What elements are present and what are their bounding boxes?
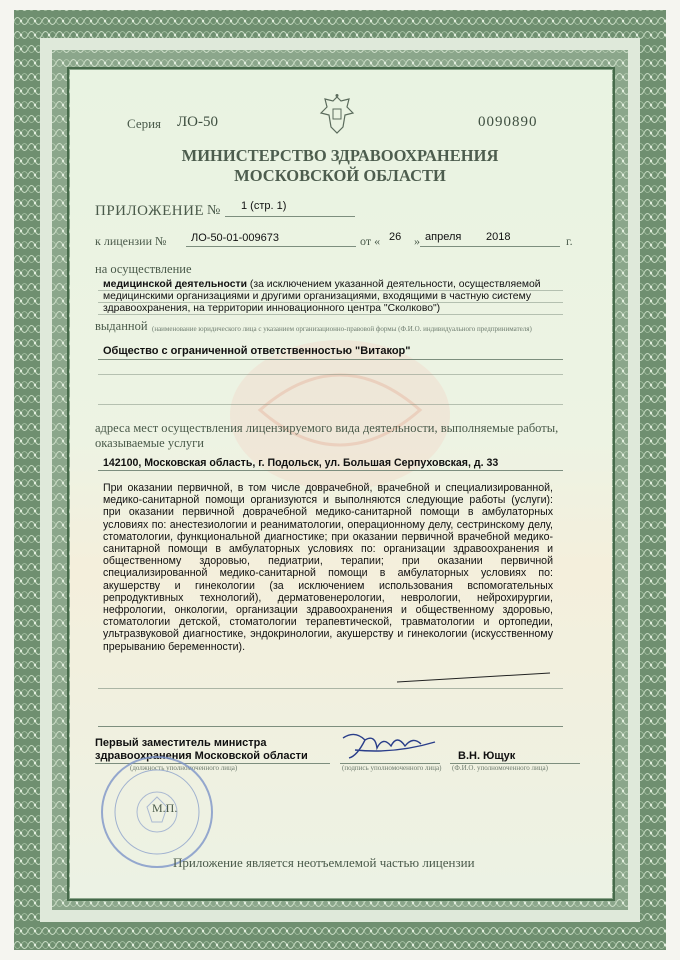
license-prefix: к лицензии № [95,234,167,248]
activity-bold: медицинской деятельности [103,279,247,290]
license-year: 2018 [486,231,511,243]
activity-line-2 [98,302,563,303]
address-label: адреса мест осуществления лицензируемого вида деятельности, выполняемые работы, оказываемые услуги [95,421,559,450]
services-text: При оказании первичной, в том числе доврачебной, врачебной и специализированной, медико-санитарной помощи организуются и выполняются следующие работы (услуги): при оказании первичной доврачебной медико-санитарной помощи в амбулаторных условиях по: анестезиологии и реаниматологии, операционному делу, сестринскому делу, стоматологии, функциональной диагностике; при оказании первичной врачебной медико-санитарной помощи в амбулаторных условиях по: организации здравоохранения и общественному здоровью, педиатрии, терапии; при оказании первичной специализированной медико-санитарной помощи в амбулаторных условиях по: акушерству и гинекологии (за исключением использования вспомогательных репродуктивных технологий), дерматовенерологии, неврологии, нейрохирургии, нефрологии, онкологии, организации здравоохранения и общественному здоровью, стоматологии детской, стоматологии терапевтической, травматологии и ортопедии, ультразвуковой диагностике, эндокринологии, акушерству и гинекологии (искусственному прерыванию беременности). [103,482,553,653]
license-year-suffix: г. [566,234,573,248]
appendix-value: 1 (стр. 1) [241,200,287,212]
coat-of-arms-icon [317,93,357,137]
series-value: ЛО-50 [177,114,219,130]
position-line1: Первый заместитель министра [95,737,267,749]
blank-line-2 [98,404,563,405]
activity-line-1 [98,290,563,291]
appendix-line [225,216,355,217]
handwritten-signature [335,728,445,768]
footer-note: Приложение является неотъемлемой частью лицензии [173,855,475,870]
address-value: 142100, Московская область, г. Подольск, ул. Большая Серпуховская, д. 33 [103,457,499,469]
issued-hint: (наименование юридического лица с указанием организационно-правовой формы (Ф.И.О. индивидуального предпринимателя) [152,325,532,333]
license-number: ЛО-50-01-009673 [191,232,279,244]
activity-text [103,279,563,316]
document-number: 0090890 [478,114,538,130]
address-line [98,470,563,471]
stamp-place: М.П. [152,801,178,815]
ministry-title-line2: МОСКОВСКОЙ ОБЛАСТИ [234,166,446,185]
license-from: от « [360,234,381,248]
license-date-line [420,246,560,247]
activity-rest: (за исключением указанной деятельности, осуществляемой медицинскими организациями и другими организациями, входящими в частную систему здравоохранения, на территории инновационного центра "Сколково") [103,279,541,315]
issued-value: Общество с ограниченной ответственностью "Витакор" [103,345,411,357]
issued-label: выданной [95,319,148,333]
signer-name: В.Н. Ющук [458,750,516,762]
ministry-title-line1: МИНИСТЕРСТВО ЗДРАВООХРАНЕНИЯ [181,146,499,165]
issued-line [98,359,563,360]
license-month: апреля [425,231,462,243]
series-label: Серия [127,116,162,131]
blank-line-4 [98,726,563,727]
blank-line-1 [98,374,563,375]
license-day: 26 [389,231,402,243]
activity-label: на осуществление [95,262,192,276]
blank-line-3 [98,688,563,689]
license-number-line [186,246,356,247]
activity-line-3 [98,314,563,315]
name-hint: (Ф.И.О. уполномоченного лица) [452,764,548,772]
position-hint: (должность уполномоченного лица) [130,764,238,772]
signature-hint: (подпись уполномоченного лица) [342,764,442,772]
strike-line [395,670,555,686]
appendix-label: ПРИЛОЖЕНИЕ [95,203,205,219]
appendix-no-sign: № [207,203,221,218]
position-line2: здравоохранения Московской области [95,750,308,762]
license-quote-close: » [414,234,420,248]
